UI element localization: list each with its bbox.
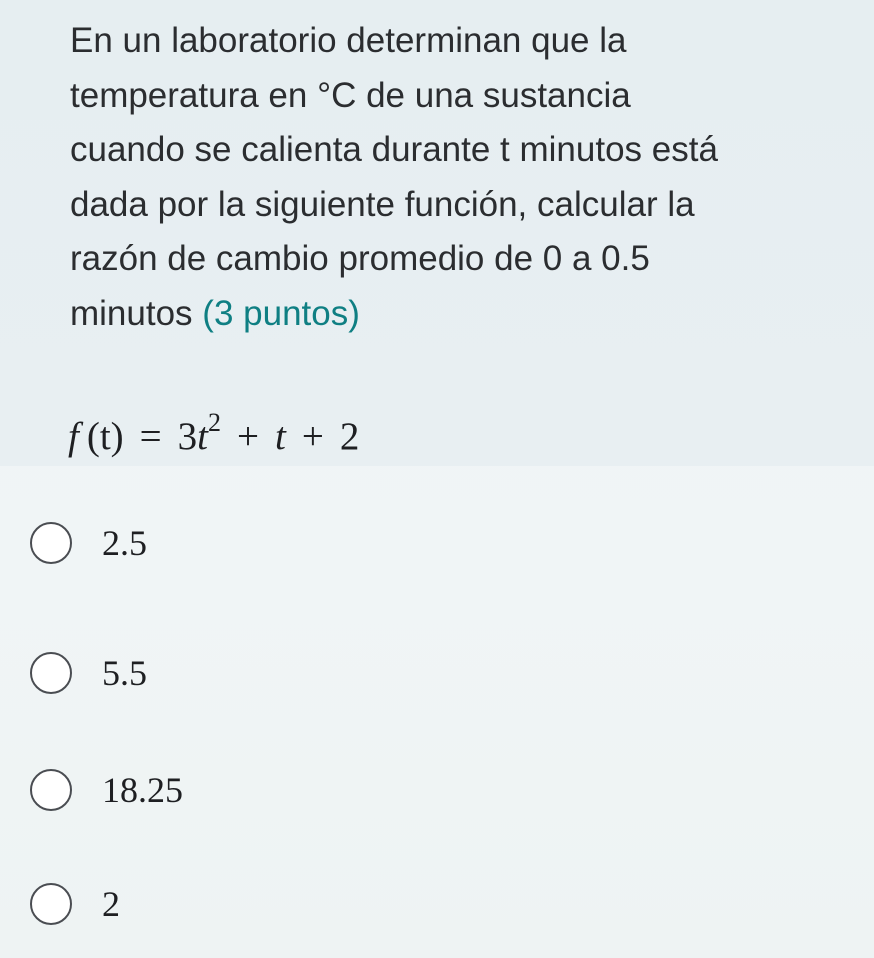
- option-4[interactable]: [30, 879, 630, 929]
- question-panel: [0, 0, 874, 466]
- option-4-label: 2: [102, 884, 120, 924]
- formula-var: t: [197, 415, 208, 458]
- formula-exponent: 2: [208, 408, 221, 437]
- question-line-2: temperatura en °C de una sustancia: [70, 75, 631, 115]
- question-line-4: dada por la siguiente función, calcular la: [70, 184, 695, 224]
- question-line-6: minutos: [70, 293, 193, 333]
- formula-coef: 3: [177, 415, 198, 458]
- question-text: [70, 14, 870, 341]
- option-2-radio[interactable]: [30, 652, 72, 694]
- option-3[interactable]: [30, 765, 630, 815]
- question-line-1: En un laboratorio determinan que la: [70, 21, 627, 60]
- option-1[interactable]: [30, 518, 630, 568]
- formula-plus-1: +: [237, 415, 259, 458]
- option-2-label: 5.5: [102, 653, 147, 693]
- option-4-radio[interactable]: [30, 883, 72, 925]
- function-formula: [68, 408, 360, 459]
- formula-arg: (t): [86, 415, 124, 458]
- formula-var-2: t: [275, 415, 286, 458]
- option-3-label: 18.25: [102, 770, 183, 810]
- points-label: (3 puntos): [202, 293, 360, 333]
- formula-plus-2: +: [301, 415, 324, 458]
- formula-equals: =: [139, 415, 162, 458]
- option-3-radio[interactable]: [30, 769, 72, 811]
- formula-f: f: [68, 415, 79, 458]
- option-1-radio[interactable]: [30, 522, 72, 564]
- option-1-label: 2.5: [102, 523, 147, 563]
- question-line-3: cuando se calienta durante t minutos está: [70, 130, 718, 169]
- formula-const: 2: [339, 415, 360, 458]
- question-line-5: razón de cambio promedio de 0 a 0.5: [70, 239, 650, 278]
- option-2[interactable]: [30, 648, 630, 698]
